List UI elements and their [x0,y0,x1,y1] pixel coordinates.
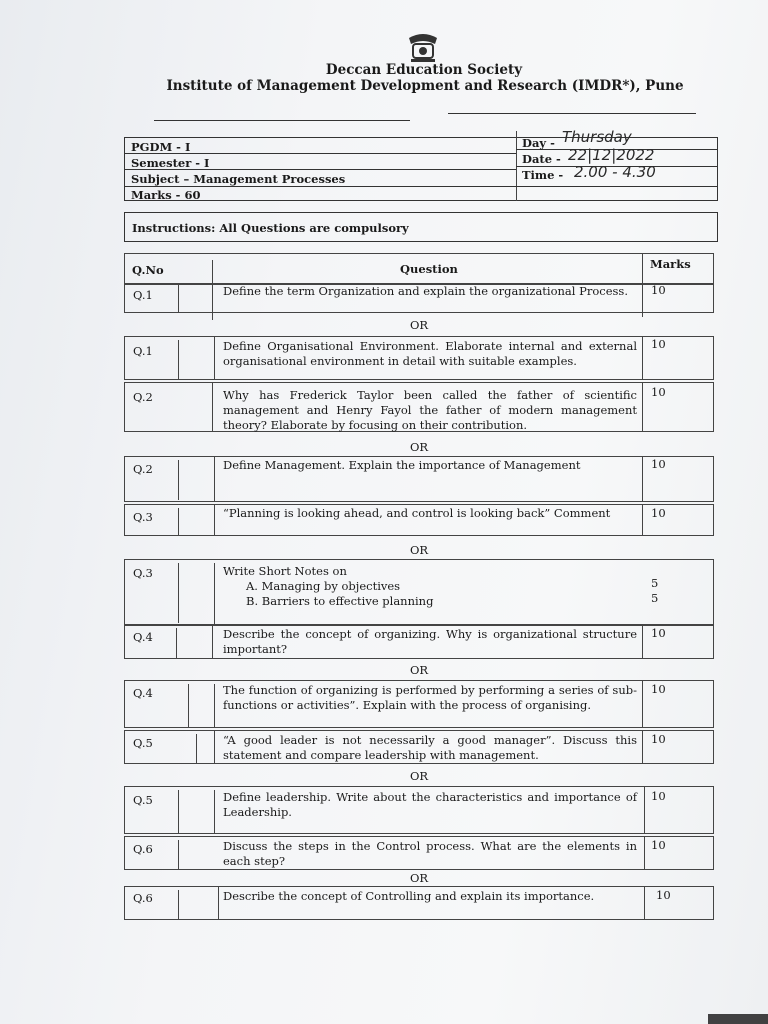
or-separator: OR [409,769,429,783]
instructions-text: Instructions: All Questions are compulsory [132,221,409,235]
time-value: 2.00 - 4.30 [574,163,656,181]
column-divider [214,504,215,536]
column-divider [178,340,179,380]
day-value: Thursday [562,128,632,146]
question-marks: 10 [651,457,666,471]
column-divider [642,504,643,536]
semester-label: Semester - I [131,156,210,170]
program-label: PGDM - I [131,140,191,154]
divider [448,113,696,114]
column-divider [644,886,645,920]
question-number: Q.3 [133,566,153,580]
question-number: Q.3 [133,510,153,524]
question-marks: 10 [651,682,666,696]
column-divider [178,563,179,623]
column-divider [178,840,179,870]
question-number: Q.5 [133,736,153,750]
question-number: Q.4 [133,630,153,644]
sub-question-b: B. Barriers to effective planning [246,594,434,608]
question-number: Q.2 [133,390,153,404]
column-divider [642,382,643,432]
column-divider [178,790,179,834]
question-text: Describe the concept of organizing. Why is organizational structure important? [223,627,637,656]
question-marks: 5 [651,591,659,605]
question-number: Q.4 [133,686,153,700]
column-divider [642,456,643,502]
question-marks: 10 [651,337,666,351]
question-text: Why has Frederick Taylor been called the father of scientific management and Henry Fayol the father of modern management theory? Elaborate by focusing on their contribution. [223,388,637,432]
question-number: Q.6 [133,891,153,905]
question-text: Define Organisational Environment. Elaborate internal and external organisational environment in detail with suitable examples. [223,339,637,368]
question-text: Define leadership. Write about the characteristics and importance of Leadership. [223,790,637,819]
time-label: Time - [522,168,564,182]
column-divider [214,456,215,502]
question-text: The function of organizing is performed by performing a series of sub-functions or activities”. Explain with the process of organising. [223,683,637,712]
question-marks: 10 [651,732,666,746]
column-divider [214,790,215,834]
question-number: Q.5 [133,793,153,807]
column-divider [176,628,177,658]
column-divider [178,283,179,313]
column-divider [214,563,215,625]
day-label: Day - [522,136,555,150]
question-marks: 10 [656,888,671,902]
date-value: 22|12|2022 [568,146,655,164]
column-divider [188,684,189,728]
question-text: Write Short Notes on [223,564,347,578]
column-divider [178,508,179,536]
or-separator: OR [409,318,429,332]
info-rule [124,186,718,187]
question-marks: 10 [651,789,666,803]
column-divider [212,382,213,432]
column-divider [642,336,643,380]
question-number: Q.1 [133,288,153,302]
sub-question-a: A. Managing by objectives [246,579,401,593]
col-question: Question [400,262,458,276]
subject-label: Subject – Management Processes [131,172,346,186]
question-number: Q.1 [133,344,153,358]
or-separator: OR [409,440,429,454]
date-label: Date - [522,152,561,166]
or-separator: OR [409,543,429,557]
question-marks: 10 [651,506,666,520]
column-divider [214,684,215,728]
column-divider [178,460,179,500]
society-title: Deccan Education Society [325,62,523,78]
society-emblem-icon [403,32,443,66]
question-number: Q.6 [133,842,153,856]
question-text: “A good leader is not necessarily a good manager”. Discuss this statement and compare leadership with management. [223,733,637,762]
question-text: Define the term Organization and explain the organizational Process. [223,284,628,298]
or-separator: OR [409,663,429,677]
question-marks: 10 [651,838,666,852]
column-divider [196,734,197,764]
column-divider [214,336,215,380]
column-divider [218,886,219,920]
col-marks: Marks [650,257,691,271]
column-divider [642,730,643,764]
or-separator: OR [409,871,429,885]
column-divider [642,680,643,728]
question-text: Describe the concept of Controlling and explain its importance. [223,889,595,903]
institute-title: Institute of Management Development and Research (IMDR*), Pune [166,78,684,94]
column-divider [178,890,179,920]
col-qno: Q.No [132,263,164,277]
question-marks: 5 [651,576,659,590]
divider [154,120,410,121]
marks-total-label: Marks - 60 [131,188,201,202]
question-text: Define Management. Explain the importance of Management [223,458,581,472]
column-divider [212,625,213,659]
column-divider [214,730,215,764]
column-divider [644,786,645,834]
question-marks: 10 [651,283,666,297]
column-divider [644,836,645,870]
question-marks: 10 [651,626,666,640]
question-text: Discuss the steps in the Control process. What are the elements in each step? [223,839,637,868]
column-divider [642,625,643,659]
question-marks: 10 [651,385,666,399]
question-text: “Planning is looking ahead, and control is looking back” Comment [223,506,611,520]
question-number: Q.2 [133,462,153,476]
